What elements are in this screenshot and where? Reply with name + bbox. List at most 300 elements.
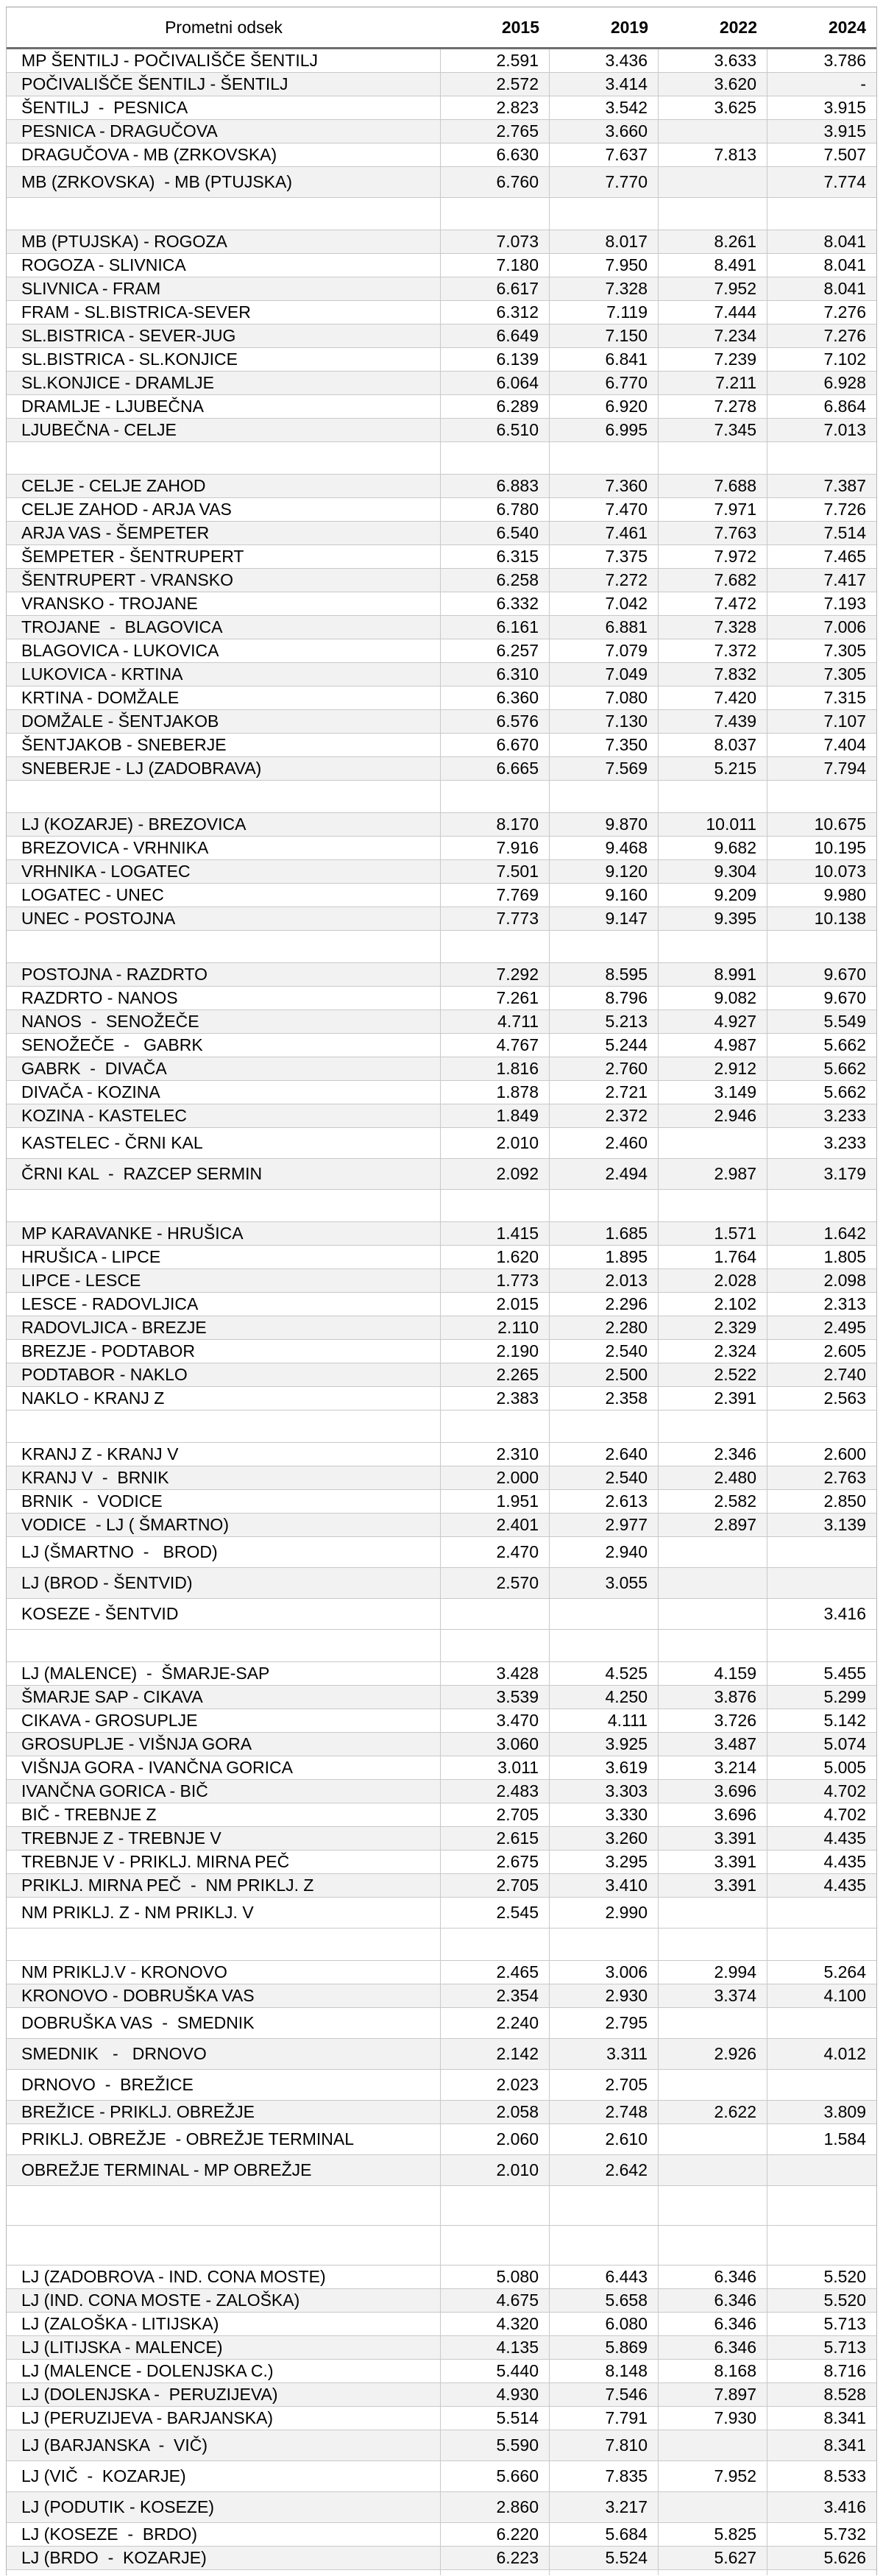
value-cell-2015: 3.060 [441, 1733, 550, 1756]
value-cell-2015: 6.649 [441, 324, 550, 347]
value-cell-2022: 9.082 [659, 987, 767, 1010]
value-cell-2024: 4.702 [823, 1805, 866, 1824]
value-cell-2024 [767, 1568, 876, 1598]
spacer-cell [767, 1190, 876, 1221]
value-cell-2019: 2.540 [550, 1466, 659, 1489]
value-cell-2015: 2.591 [441, 49, 550, 72]
spacer-cell [7, 2226, 441, 2265]
spacer-cell [550, 2570, 659, 2575]
table-header-row [7, 7, 876, 49]
segment-name-cell: LJ (DOLENJSKA - PERUZIJEVA) [7, 2383, 441, 2406]
table-row [7, 2336, 876, 2360]
value-cell-2015: 7.292 [441, 963, 550, 986]
segment-name-cell: BREŽICE - PRIKLJ. OBREŽJE [7, 2101, 441, 2123]
value-cell-2024: 7.726 [823, 500, 866, 519]
segment-name-cell: LJ (VIČ - KOZARJE) [7, 2461, 441, 2491]
table-row [7, 545, 876, 569]
value-cell-2022: 7.763 [659, 522, 767, 544]
value-cell-2022: 6.346 [659, 2289, 767, 2312]
traffic-table [6, 7, 877, 2575]
value-cell-2022: 6.346 [659, 2313, 767, 2335]
segment-name-cell: NAKLO - KRANJ Z [7, 1387, 441, 1410]
value-cell-2015: 2.092 [441, 1159, 550, 1189]
segment-name-cell: BREZOVICA - VRHNIKA [7, 837, 441, 859]
table-row [7, 1387, 876, 1411]
value-cell-2024: 8.341 [823, 2435, 866, 2455]
spacer-cell [550, 1630, 659, 1661]
value-cell-2022 [659, 167, 767, 197]
table-row [7, 686, 876, 710]
segment-name-cell: KOZINA - KASTELEC [7, 1104, 441, 1127]
value-cell-2015: 7.261 [441, 987, 550, 1010]
table-row [7, 2313, 876, 2336]
value-cell-2022: 7.420 [659, 686, 767, 709]
value-cell-2019: 3.055 [550, 1568, 659, 1598]
value-cell-2022: 2.480 [659, 1466, 767, 1489]
value-cell-2024: 5.520 [823, 2291, 866, 2310]
value-cell-2022: 3.374 [659, 1984, 767, 2007]
value-cell-2019: 9.160 [550, 884, 659, 906]
value-cell-2019: 8.796 [550, 987, 659, 1010]
value-cell-2022: 9.395 [659, 907, 767, 930]
value-cell-2015: 8.170 [441, 813, 550, 836]
table-row [7, 1874, 876, 1898]
spacer-cell [441, 1411, 550, 1442]
spacer-cell [7, 1190, 441, 1221]
segment-name-cell: TREBNJE Z - TREBNJE V [7, 1827, 441, 1850]
spacer-cell [767, 2186, 876, 2225]
value-cell-2015: 2.010 [441, 1128, 550, 1158]
segment-name-cell: TROJANE - BLAGOVICA [7, 616, 441, 639]
value-cell-2015: 2.615 [441, 1827, 550, 1850]
segment-name-cell: BRNIK - VODICE [7, 1490, 441, 1513]
value-cell-2015: 1.849 [441, 1104, 550, 1127]
table-row [7, 1316, 876, 1340]
value-cell-2022: 7.211 [659, 372, 767, 394]
value-cell-2015: 5.590 [441, 2430, 550, 2460]
table-row [7, 1034, 876, 1057]
spacer-cell [441, 1630, 550, 1661]
value-cell-2015: 2.110 [441, 1316, 550, 1339]
value-cell-2019: 2.540 [550, 1340, 659, 1363]
section-spacer-row [7, 1411, 876, 1443]
value-cell-2024: 4.435 [823, 1852, 866, 1871]
value-cell-2022: 7.972 [659, 545, 767, 568]
value-cell-2024: 3.179 [823, 1164, 866, 1183]
value-cell-2022: 9.682 [659, 837, 767, 859]
table-row [7, 1984, 876, 2008]
segment-name-cell: GROSUPLJE - VIŠNJA GORA [7, 1733, 441, 1756]
spacer-cell [767, 1411, 876, 1442]
table-row [7, 813, 876, 837]
value-cell-2024: 7.276 [823, 326, 866, 345]
segment-name-cell: MB (ZRKOVSKA) - MB (PTUJSKA) [7, 167, 441, 197]
value-cell-2024: 9.670 [823, 988, 866, 1007]
segment-name-cell: ŠENTJAKOB - SNEBERJE [7, 734, 441, 756]
value-cell-2019: 4.525 [550, 1662, 659, 1685]
segment-name-cell: DIVAČA - KOZINA [7, 1081, 441, 1104]
segment-name-cell: MP ŠENTILJ - POČIVALIŠČE ŠENTILJ [7, 49, 441, 72]
value-cell-2024: 7.794 [823, 759, 866, 778]
value-cell-2019: 8.017 [550, 230, 659, 253]
segment-name-cell: RADOVLJICA - BREZJE [7, 1316, 441, 1339]
spacer-cell [441, 2570, 550, 2575]
value-cell-2015: 6.540 [441, 522, 550, 544]
value-cell-2015: 6.670 [441, 734, 550, 756]
value-cell-2019: 3.330 [550, 1803, 659, 1826]
value-cell-2022 [659, 2430, 767, 2460]
value-cell-2022: 7.813 [659, 143, 767, 166]
segment-name-cell: DRAMLJE - LJUBEČNA [7, 395, 441, 418]
value-cell-2019: 3.303 [550, 1780, 659, 1803]
spacer-cell [659, 2226, 767, 2265]
value-cell-2015: 1.773 [441, 1269, 550, 1292]
table-row [7, 710, 876, 734]
spacer-cell [7, 1630, 441, 1661]
segment-name-cell: LJ (MALENCE - DOLENJSKA C.) [7, 2360, 441, 2382]
value-cell-2015: 6.883 [441, 475, 550, 497]
value-cell-2019: 2.795 [550, 2008, 659, 2038]
value-cell-2024 [767, 1898, 876, 1928]
value-cell-2015: 2.142 [441, 2039, 550, 2069]
spacer-cell [659, 2570, 767, 2575]
table-row [7, 1827, 876, 1851]
value-cell-2024: 4.702 [823, 1781, 866, 1800]
segment-name-cell: SL.BISTRICA - SEVER-JUG [7, 324, 441, 347]
spacer-cell [550, 442, 659, 474]
table-row [7, 1709, 876, 1733]
segment-name-cell: BIČ - TREBNJE Z [7, 1803, 441, 1826]
value-cell-2015: 1.415 [441, 1222, 550, 1245]
section-spacer-row [7, 931, 876, 963]
value-cell-2015: 3.428 [441, 1662, 550, 1685]
value-cell-2022 [659, 2070, 767, 2100]
value-cell-2015: 2.015 [441, 1293, 550, 1316]
value-cell-2024: 5.662 [823, 1082, 866, 1101]
table-row [7, 1159, 876, 1190]
value-cell-2015: 3.539 [441, 1686, 550, 1709]
value-cell-2019: 2.013 [550, 1269, 659, 1292]
value-cell-2015 [441, 1599, 550, 1629]
table-row [7, 592, 876, 616]
value-cell-2022: 3.876 [659, 1686, 767, 1709]
value-cell-2022 [659, 1898, 767, 1928]
segment-name-cell: BLAGOVICA - LUKOVICA [7, 639, 441, 662]
value-cell-2015: 2.570 [441, 1568, 550, 1598]
value-cell-2015: 4.930 [441, 2383, 550, 2406]
segment-name-cell: KRONOVO - DOBRUŠKA VAS [7, 1984, 441, 2007]
value-cell-2022: 7.897 [659, 2383, 767, 2406]
spacer-cell [441, 2226, 550, 2265]
value-cell-2022: 2.912 [659, 1057, 767, 1080]
value-cell-2022 [659, 1568, 767, 1598]
value-cell-2024: 5.142 [823, 1711, 866, 1730]
segment-name-cell: LJ (BRDO - KOZARJE) [7, 2547, 441, 2569]
value-cell-2024: 3.809 [823, 2102, 866, 2121]
spacer-cell [441, 1190, 550, 1221]
value-cell-2015: 2.060 [441, 2124, 550, 2154]
segment-name-cell: ARJA VAS - ŠEMPETER [7, 522, 441, 544]
value-cell-2022: 2.897 [659, 1514, 767, 1536]
value-cell-2019: 7.042 [550, 592, 659, 615]
value-cell-2024: 2.605 [823, 1341, 866, 1360]
segment-name-cell: VIŠNJA GORA - IVANČNA GORICA [7, 1756, 441, 1779]
value-cell-2024: 3.416 [823, 1604, 866, 1623]
table-row [7, 348, 876, 372]
segment-name-cell: LJ (ZALOŠKA - LITIJSKA) [7, 2313, 441, 2335]
value-cell-2015: 2.705 [441, 1874, 550, 1897]
value-cell-2022: 3.391 [659, 1827, 767, 1850]
value-cell-2019: 7.470 [550, 498, 659, 521]
value-cell-2019: 2.372 [550, 1104, 659, 1127]
value-cell-2022: 2.994 [659, 1961, 767, 1984]
value-cell-2022 [659, 2008, 767, 2038]
segment-name-cell: LJ (PODUTIK - KOSEZE) [7, 2492, 441, 2522]
spacer-cell [659, 781, 767, 812]
value-cell-2022: 7.930 [659, 2407, 767, 2430]
table-row [7, 1780, 876, 1803]
value-cell-2022: 2.987 [659, 1159, 767, 1189]
segment-name-cell: LJ (KOSEZE - BRDO) [7, 2523, 441, 2546]
value-cell-2022 [659, 2492, 767, 2522]
table-row [7, 1363, 876, 1387]
segment-name-cell: ŠEMPETER - ŠENTRUPERT [7, 545, 441, 568]
value-cell-2015: 4.711 [441, 1010, 550, 1033]
segment-name-cell: BREZJE - PODTABOR [7, 1340, 441, 1363]
value-cell-2015: 2.465 [441, 1961, 550, 1984]
value-cell-2019: 7.130 [550, 710, 659, 733]
value-cell-2022: 5.825 [659, 2523, 767, 2546]
value-cell-2024: 2.600 [823, 1444, 866, 1463]
value-cell-2022: 3.633 [659, 49, 767, 72]
value-cell-2022 [659, 1537, 767, 1567]
value-cell-2015: 7.773 [441, 907, 550, 930]
value-cell-2022 [659, 120, 767, 143]
value-cell-2022: 5.215 [659, 757, 767, 780]
value-cell-2024: 3.233 [823, 1106, 866, 1125]
segment-name-cell: GABRK - DIVAČA [7, 1057, 441, 1080]
table-row [7, 230, 876, 254]
value-cell-2024: 2.495 [823, 1318, 866, 1337]
value-cell-2022: 2.324 [659, 1340, 767, 1363]
value-cell-2015: 2.265 [441, 1363, 550, 1386]
value-cell-2024: 7.774 [823, 172, 866, 191]
value-cell-2022: 7.472 [659, 592, 767, 615]
value-cell-2019: 2.977 [550, 1514, 659, 1536]
value-cell-2024: 5.549 [823, 1012, 866, 1031]
value-cell-2015: 5.440 [441, 2360, 550, 2382]
table-row [7, 2155, 876, 2186]
header-year-2022: 2022 [719, 17, 757, 37]
value-cell-2024: 7.507 [823, 145, 866, 164]
segment-name-cell: DRAGUČOVA - MB (ZRKOVSKA) [7, 143, 441, 166]
table-row [7, 2289, 876, 2313]
value-cell-2024: 3.915 [823, 98, 866, 117]
table-row [7, 1490, 876, 1514]
value-cell-2022: 7.239 [659, 348, 767, 371]
value-cell-2019: 3.619 [550, 1756, 659, 1779]
segment-name-cell: TREBNJE V - PRIKLJ. MIRNA PEČ [7, 1851, 441, 1873]
value-cell-2019: 6.841 [550, 348, 659, 371]
table-row [7, 1466, 876, 1490]
table-row [7, 884, 876, 907]
value-cell-2019: 6.770 [550, 372, 659, 394]
segment-name-cell: ŠENTILJ - PESNICA [7, 96, 441, 119]
value-cell-2022: 2.582 [659, 1490, 767, 1513]
value-cell-2024: 6.864 [823, 397, 866, 416]
table-row [7, 522, 876, 545]
value-cell-2019: 3.925 [550, 1733, 659, 1756]
value-cell-2015: 6.360 [441, 686, 550, 709]
spacer-cell [550, 1929, 659, 1960]
spacer-cell [659, 442, 767, 474]
spacer-cell [767, 1929, 876, 1960]
table-row [7, 2008, 876, 2039]
spacer-cell [659, 1411, 767, 1442]
segment-name-cell: ŠMARJE SAP - CIKAVA [7, 1686, 441, 1709]
table-row [7, 1269, 876, 1293]
section-spacer-row [7, 1630, 876, 1662]
value-cell-2022: 2.946 [659, 1104, 767, 1127]
value-cell-2015: 6.139 [441, 348, 550, 371]
segment-name-cell: SNEBERJE - LJ (ZADOBRAVA) [7, 757, 441, 780]
table-row [7, 419, 876, 442]
value-cell-2015: 6.310 [441, 663, 550, 686]
segment-name-cell: PODTABOR - NAKLO [7, 1363, 441, 1386]
value-cell-2019: 2.642 [550, 2155, 659, 2185]
value-cell-2024: 7.387 [823, 476, 866, 495]
value-cell-2022: 7.439 [659, 710, 767, 733]
value-cell-2015: 5.514 [441, 2407, 550, 2430]
table-row [7, 2124, 876, 2155]
value-cell-2024: 2.850 [823, 1491, 866, 1511]
value-cell-2015: 5.080 [441, 2265, 550, 2288]
value-cell-2019: 4.111 [550, 1709, 659, 1732]
value-cell-2024: 1.805 [823, 1247, 866, 1266]
segment-name-cell: LOGATEC - UNEC [7, 884, 441, 906]
value-cell-2024: 5.626 [823, 2548, 866, 2567]
value-cell-2022: 8.168 [659, 2360, 767, 2382]
spacer-cell [659, 1190, 767, 1221]
table-row [7, 96, 876, 120]
value-cell-2015: 7.180 [441, 254, 550, 277]
value-cell-2015: 6.257 [441, 639, 550, 662]
table-row [7, 475, 876, 498]
value-cell-2019: 2.930 [550, 1984, 659, 2007]
spacer-cell [441, 442, 550, 474]
table-row [7, 2039, 876, 2070]
value-cell-2019: 7.461 [550, 522, 659, 544]
value-cell-2024: 2.098 [823, 1271, 866, 1290]
value-cell-2015: 6.258 [441, 569, 550, 592]
value-cell-2019: 7.272 [550, 569, 659, 592]
table-row [7, 2360, 876, 2383]
value-cell-2015: 2.860 [441, 2492, 550, 2522]
value-cell-2015: 2.823 [441, 96, 550, 119]
section-spacer-row [7, 198, 876, 230]
value-cell-2024: 1.642 [823, 1224, 866, 1243]
segment-name-cell: LUKOVICA - KRTINA [7, 663, 441, 686]
segment-name-cell: DRNOVO - BREŽICE [7, 2070, 441, 2100]
value-cell-2022: 4.159 [659, 1662, 767, 1685]
value-cell-2024: 5.662 [823, 1035, 866, 1054]
spacer-cell [7, 198, 441, 230]
value-cell-2019: 2.990 [550, 1898, 659, 1928]
table-row [7, 120, 876, 143]
section-spacer-row [7, 1190, 876, 1222]
value-cell-2022: 7.444 [659, 301, 767, 324]
value-cell-2022: 7.372 [659, 639, 767, 662]
value-cell-2024: 2.313 [823, 1294, 866, 1313]
segment-name-cell: RAZDRTO - NANOS [7, 987, 441, 1010]
value-cell-2022: 1.571 [659, 1222, 767, 1245]
value-cell-2022: 8.991 [659, 963, 767, 986]
value-cell-2022: 2.391 [659, 1387, 767, 1410]
table-row [7, 987, 876, 1010]
value-cell-2024: 4.435 [823, 1876, 866, 1895]
value-cell-2015: 6.617 [441, 277, 550, 300]
value-cell-2022: 4.987 [659, 1034, 767, 1057]
value-cell-2019: 7.375 [550, 545, 659, 568]
segment-name-cell: LESCE - RADOVLJICA [7, 1293, 441, 1316]
value-cell-2019: 2.640 [550, 1443, 659, 1466]
value-cell-2024: 8.716 [823, 2361, 866, 2380]
segment-name-cell: LJ (IND. CONA MOSTE - ZALOŠKA) [7, 2289, 441, 2312]
segment-name-cell: ČRNI KAL - RAZCEP SERMIN [7, 1159, 441, 1189]
value-cell-2022: 7.345 [659, 419, 767, 441]
value-cell-2019: 7.569 [550, 757, 659, 780]
value-cell-2015: 4.320 [441, 2313, 550, 2335]
value-cell-2019: 2.460 [550, 1128, 659, 1158]
value-cell-2022: 7.971 [659, 498, 767, 521]
value-cell-2024: 10.073 [814, 862, 866, 881]
value-cell-2024: 7.305 [823, 641, 866, 660]
segment-name-cell: LJ (ŠMARTNO - BROD) [7, 1537, 441, 1567]
value-cell-2015: 6.312 [441, 301, 550, 324]
value-cell-2024: 2.563 [823, 1388, 866, 1408]
value-cell-2019: 3.260 [550, 1827, 659, 1850]
segment-name-cell: MP KARAVANKE - HRUŠICA [7, 1222, 441, 1245]
spacer-cell [550, 781, 659, 812]
value-cell-2015: 1.620 [441, 1246, 550, 1269]
value-cell-2022: 2.329 [659, 1316, 767, 1339]
table-row [7, 907, 876, 931]
value-cell-2022: 2.346 [659, 1443, 767, 1466]
segment-name-cell: DOBRUŠKA VAS - SMEDNIK [7, 2008, 441, 2038]
value-cell-2015: 2.572 [441, 73, 550, 96]
value-cell-2022: 2.522 [659, 1363, 767, 1386]
value-cell-2015: 2.190 [441, 1340, 550, 1363]
value-cell-2015: 6.780 [441, 498, 550, 521]
value-cell-2022: 2.028 [659, 1269, 767, 1292]
value-cell-2022: 9.209 [659, 884, 767, 906]
segment-name-cell: LJ (LITIJSKA - MALENCE) [7, 2336, 441, 2359]
value-cell-2015: 6.510 [441, 419, 550, 441]
segment-name-cell: LJ (PERUZIJEVA - BARJANSKA) [7, 2407, 441, 2430]
table-row [7, 1081, 876, 1104]
segment-name-cell: VRHNIKA - LOGATEC [7, 860, 441, 883]
value-cell-2022 [659, 2155, 767, 2185]
table-row [7, 1733, 876, 1756]
value-cell-2024: 7.102 [823, 350, 866, 369]
segment-name-cell: PRIKLJ. OBREŽJE - OBREŽJE TERMINAL [7, 2124, 441, 2154]
value-cell-2024: 3.416 [823, 2497, 866, 2516]
value-cell-2024: 1.584 [823, 2129, 866, 2149]
value-cell-2019: 7.546 [550, 2383, 659, 2406]
value-cell-2015: 5.660 [441, 2461, 550, 2491]
value-cell-2024: 3.139 [823, 1515, 866, 1534]
value-cell-2024: 4.435 [823, 1828, 866, 1848]
